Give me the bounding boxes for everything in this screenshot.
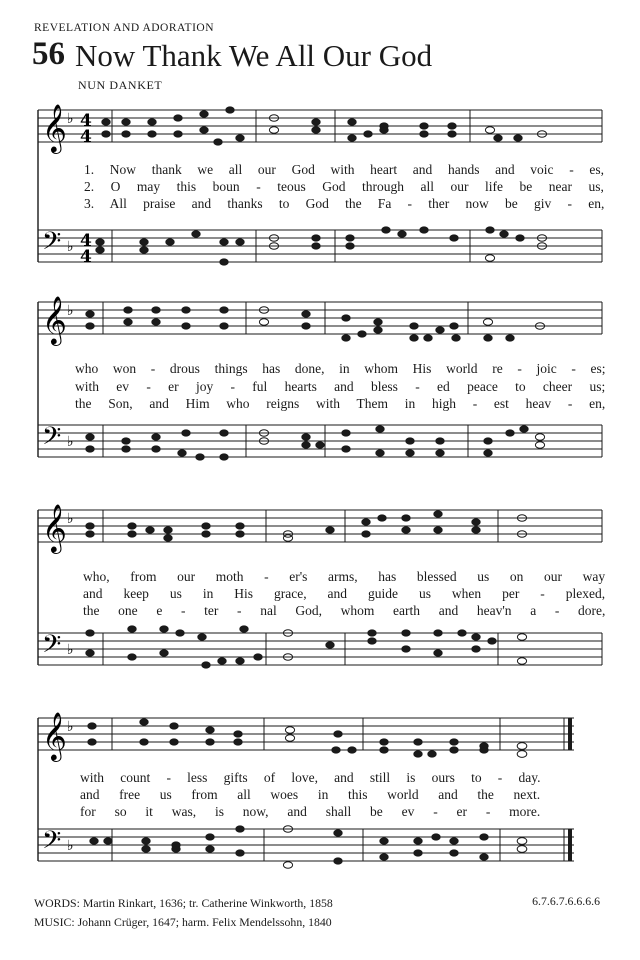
bass-clef-icon: 𝄢	[42, 422, 62, 457]
system-2-verse-3: the Son, and Him who reigns with Them in high - est heav - en,	[75, 396, 606, 411]
system-3-verse-2: and keep us in His grace, and guide us when per - plexed,	[83, 586, 606, 601]
treble-clef-icon: 𝄞	[42, 503, 67, 552]
time-signature-bottom: 4	[80, 127, 92, 147]
system-4-verse-1: with count - less gifts of love, and still is ours to - day.	[80, 770, 541, 785]
flat-icon: ♭	[67, 512, 74, 527]
hymn-title: Now Thank We All Our God	[75, 38, 433, 73]
system-2-notes	[86, 307, 545, 460]
system-4-treble-staff	[38, 718, 574, 750]
tune-name: NUN DANKET	[78, 78, 163, 92]
bass-clef-icon: 𝄢	[42, 227, 62, 262]
system-2-treble-staff	[38, 302, 602, 334]
system-1-verse-1: 1. Now thank we all our God with heart and hands and voic - es,	[84, 162, 604, 177]
flat-icon: ♭	[67, 112, 74, 127]
treble-clef-icon: 𝄞	[42, 295, 67, 344]
flat-icon: ♭	[67, 240, 74, 255]
system-4-verse-2: and free us from all woes in this world and the next.	[80, 787, 541, 802]
system-4-barlines	[112, 718, 570, 861]
flat-icon: ♭	[67, 720, 74, 735]
system-4-notes	[88, 719, 527, 868]
system-2-verse-2: with ev - er joy - ful hearts and bless - ed peace to cheer us;	[75, 379, 606, 394]
bass-clef-icon: 𝄢	[42, 826, 62, 861]
treble-clef-icon: 𝄞	[42, 103, 67, 152]
system-3-treble-staff	[38, 510, 602, 542]
time-signature-bottom: 4	[80, 247, 92, 267]
flat-icon: ♭	[67, 839, 74, 854]
flat-icon: ♭	[67, 435, 74, 450]
system-4-verse-3: for so it was, is now, and shall be ev - er - more.	[80, 804, 541, 819]
time-signature-top: 4	[80, 231, 92, 251]
words-credit: WORDS: Martin Rinkart, 1636; tr. Catherine Winkworth, 1858	[34, 896, 333, 910]
system-1-barlines	[112, 110, 602, 262]
system-3-verse-1: who, from our moth - er's arms, has blessed us on our way	[83, 569, 606, 584]
meter: 6.7.6.7.6.6.6.6	[532, 894, 600, 908]
system-2-barlines	[103, 302, 602, 457]
time-signature-top: 4	[80, 111, 92, 131]
system-4-bass-staff	[38, 829, 574, 861]
system-1-notes	[96, 107, 547, 265]
section-heading: REVELATION AND ADORATION	[34, 22, 215, 34]
system-3-barlines	[103, 510, 602, 665]
system-1-verse-2: 2. O may this boun - teous God through all our life be near us,	[84, 179, 604, 194]
credits	[34, 894, 333, 932]
hymn-number: 56	[32, 36, 65, 72]
system-2-verse-1: who won - drous things has done, in whom His world re - joic - es;	[75, 361, 606, 376]
system-3-verse-3: the one e - ter - nal God, whom earth and heav'n a - dore,	[83, 603, 606, 618]
bass-clef-icon: 𝄢	[42, 630, 62, 665]
treble-clef-icon: 𝄞	[42, 711, 67, 760]
flat-icon: ♭	[67, 643, 74, 658]
system-1-verse-3: 3. All praise and thanks to God the Fa - ther now be giv - en,	[84, 196, 605, 211]
music-credit: MUSIC: Johann Crüger, 1647; harm. Felix Mendelssohn, 1840	[34, 915, 332, 929]
flat-icon: ♭	[67, 304, 74, 319]
